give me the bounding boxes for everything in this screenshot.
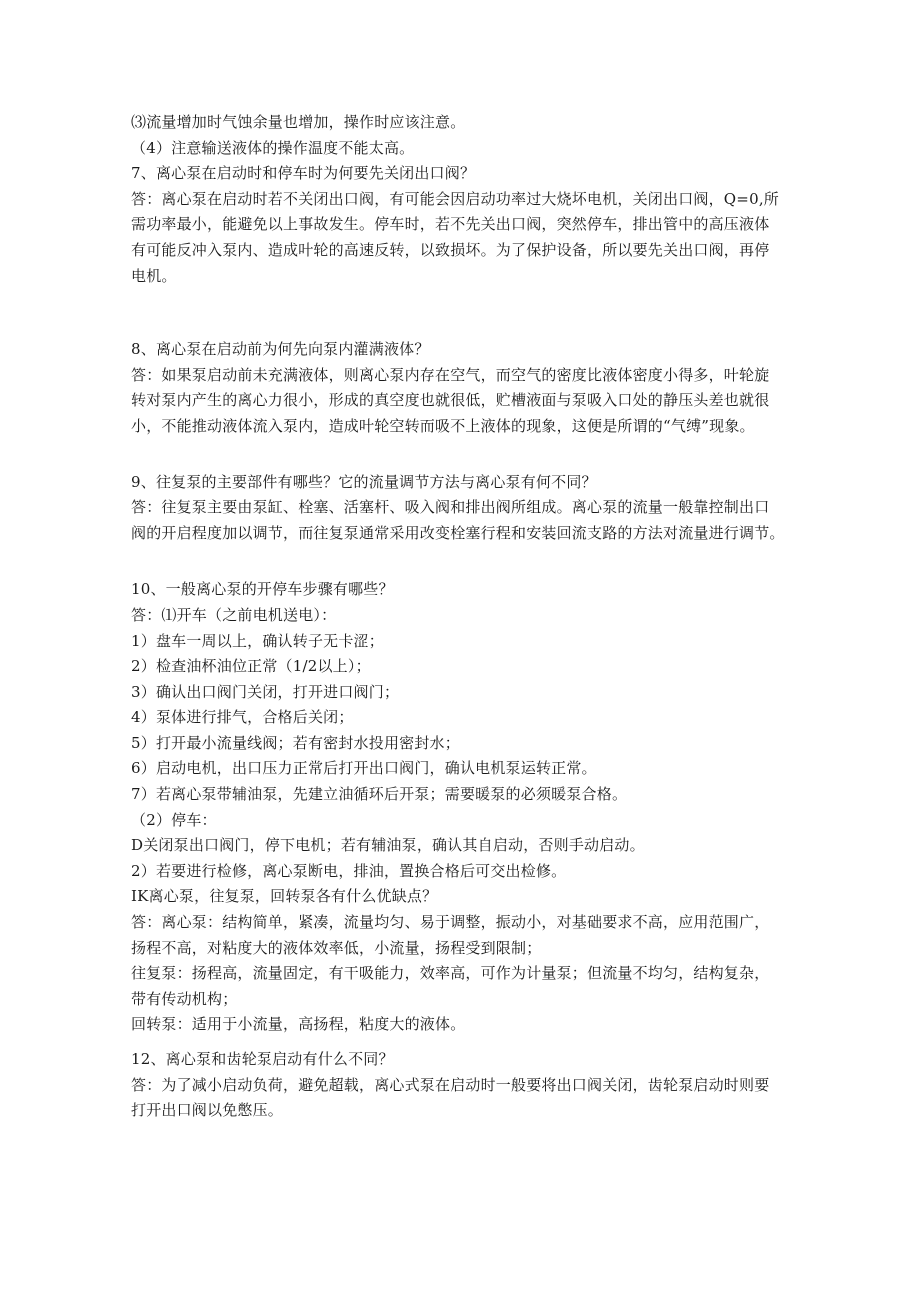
q10-start-step: 1）盘车一周以上，确认转子无卡涩； bbox=[131, 631, 384, 650]
paragraph-gap bbox=[131, 1038, 811, 1047]
q10-question: 10、一般离心泵的开停车步骤有哪些？ bbox=[131, 580, 394, 599]
q11-answer-line: 答：离心泵：结构简单，紧凑，流量均匀、易于调整，振动小，对基础要求不高，应用范围广， bbox=[131, 913, 770, 932]
q10-start-step: 5）打开最小流量线阀；若有密封水投用密封水； bbox=[131, 733, 460, 752]
q11-answer-line: 带有传动机构； bbox=[131, 989, 238, 1008]
q10-start-step: 6）启动电机，出口压力正常后打开出口阀门，确认电机泵运转正常。 bbox=[131, 759, 597, 778]
q11-answer-line: 扬程不高，对粘度大的液体效率低，小流量，扬程受到限制； bbox=[131, 938, 542, 957]
q7-answer-line: 答：离心泵在启动时若不关闭出口阀，有可能会因启动功率过大烧坏电机，关闭出口阀，Q=0,所 bbox=[131, 189, 779, 208]
q9-answer-line: 阀的开启程度加以调节，而往复泵通常采用改变栓塞行程和安装回流支路的方法对流量进行调节。 bbox=[131, 523, 785, 542]
q10-start-step: 2）检查油杯油位正常（1/2以上）； bbox=[131, 657, 371, 676]
q11-question: IK离心泵，往复泵，回转泵各有什么优缺点？ bbox=[131, 887, 438, 906]
q11-answer-line: 回转泵：适用于小流量，高扬程，粘度大的液体。 bbox=[131, 1015, 466, 1034]
q8-question: 8、离心泵在启动前为何先向泵内灌满液体？ bbox=[131, 340, 430, 359]
q10-stop-step: D关闭泵出口阀门，停下电机；若有辅油泵，确认其自启动，否则手动启动。 bbox=[131, 836, 645, 855]
q10-start-step: 7）若离心泵带辅油泵，先建立油循环后开泵；需要暖泵的必须暖泵合格。 bbox=[131, 785, 628, 804]
q8-answer-line: 转对泵内产生的离心力很小，形成的真空度也就很低，贮槽液面与泵吸入口处的静压头差也就很 bbox=[131, 391, 770, 410]
q7-question: 7、离心泵在启动时和停车时为何要先关闭出口阀？ bbox=[131, 164, 476, 183]
q8-answer-line: 答：如果泵启动前未充满液体，则离心泵内存在空气，而空气的密度比液体密度小得多，叶轮旋 bbox=[131, 365, 770, 384]
q10-start-step: 3）确认出口阀门关闭，打开进口阀门； bbox=[131, 682, 400, 701]
q9-question: 9、往复泵的主要部件有哪些？它的流量调节方法与离心泵有何不同？ bbox=[131, 472, 597, 491]
q12-answer-line: 打开出口阀以免憋压。 bbox=[131, 1101, 284, 1120]
item6-line3: ⑶流量增加时气蚀余量也增加，操作时应该注意。 bbox=[131, 113, 466, 131]
q7-answer-line: 需功率最小，能避免以上事故发生。停车时，若不先关出口阀，突然停车，排出管中的高压液体 bbox=[131, 215, 770, 234]
document-page bbox=[131, 110, 811, 1124]
item6-line4: （4）注意输送液体的操作温度不能太高。 bbox=[131, 138, 415, 157]
q10-start-heading: 答：⑴开车（之前电机送电）： bbox=[131, 605, 337, 624]
q10-stop-heading: （2）停车： bbox=[131, 810, 217, 829]
q7-answer-line: 电机。 bbox=[131, 266, 177, 285]
q10-start-step: 4）泵体进行排气，合格后关闭； bbox=[131, 708, 354, 727]
q12-answer-line: 答：为了减小启动负荷，避免超载，离心式泵在启动时一般要将出口阀关闭，齿轮泵启动时则要 bbox=[131, 1075, 770, 1094]
paragraph-gap bbox=[131, 546, 811, 577]
q10-stop-step: 2）若要进行检修，离心泵断电，排油，置换合格后可交出检修。 bbox=[131, 861, 567, 880]
q11-answer-line: 往复泵：扬程高，流量固定，有干吸能力，效率高，可作为计量泵；但流量不均匀，结构复杂， bbox=[131, 964, 770, 983]
q8-answer-line: 小，不能推动液体流入泵内，造成叶轮空转而吸不上液体的现象，这便是所谓的“气缚”现象。 bbox=[131, 416, 755, 435]
q7-answer-line: 有可能反冲入泵内、造成叶轮的高速反转，以致损坏。为了保护设备，所以要先关出口阀，再停 bbox=[131, 240, 770, 259]
q12-question: 12、离心泵和齿轮泵启动有什么不同？ bbox=[131, 1050, 394, 1068]
paragraph-gap bbox=[131, 440, 811, 470]
paragraph-gap bbox=[131, 289, 811, 337]
q9-answer-line: 答：往复泵主要由泵缸、栓塞、活塞杆、吸入阀和排出阀所组成。离心泵的流量一般靠控制出口 bbox=[131, 498, 770, 517]
